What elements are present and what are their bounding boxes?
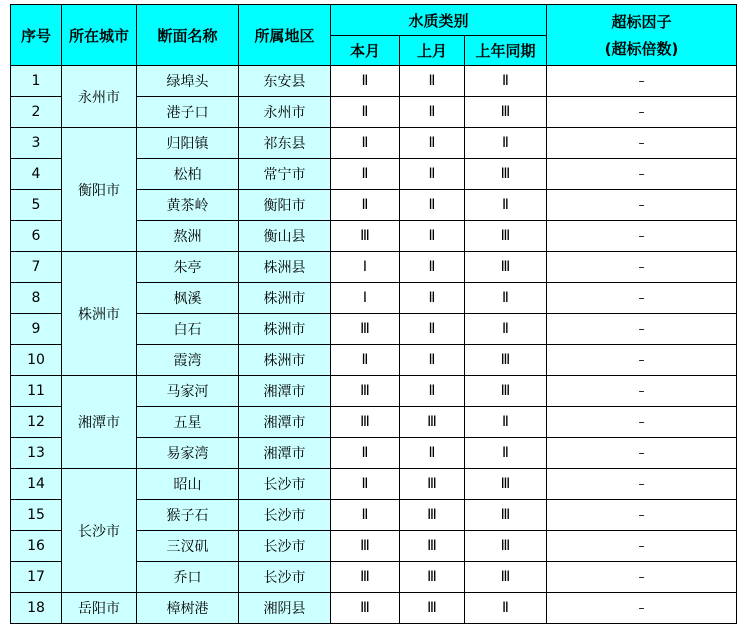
section-name: 霞湾 xyxy=(137,345,239,376)
section-name: 白石 xyxy=(137,314,239,345)
quality-last-month: Ⅱ xyxy=(400,159,465,190)
quality-last-month: Ⅲ xyxy=(400,531,465,562)
quality-this-month: Ⅲ xyxy=(331,407,400,438)
header-last-month: 上月 xyxy=(400,36,465,66)
exceed-factor: – xyxy=(547,314,737,345)
header-this-month: 本月 xyxy=(331,36,400,66)
table-row xyxy=(11,469,737,500)
row-seq: 11 xyxy=(11,376,62,407)
table-row xyxy=(11,66,737,97)
section-name: 港子口 xyxy=(137,97,239,128)
quality-last-year: Ⅲ xyxy=(465,159,547,190)
district-name: 衡阳市 xyxy=(239,190,331,221)
quality-last-year: Ⅲ xyxy=(465,345,547,376)
section-name: 黄茶岭 xyxy=(137,190,239,221)
section-name: 归阳镇 xyxy=(137,128,239,159)
quality-last-year: Ⅲ xyxy=(465,221,547,252)
row-seq: 15 xyxy=(11,500,62,531)
header-district: 所属地区 xyxy=(239,5,331,66)
row-seq: 3 xyxy=(11,128,62,159)
district-name: 常宁市 xyxy=(239,159,331,190)
quality-this-month: Ⅲ xyxy=(331,593,400,624)
quality-this-month: Ⅱ xyxy=(331,190,400,221)
section-name: 乔口 xyxy=(137,562,239,593)
exceed-factor: – xyxy=(547,407,737,438)
header-exceed xyxy=(547,5,737,66)
quality-this-month: Ⅱ xyxy=(331,500,400,531)
row-seq: 6 xyxy=(11,221,62,252)
quality-last-year: Ⅱ xyxy=(465,283,547,314)
quality-this-month: Ⅰ xyxy=(331,252,400,283)
district-name: 永州市 xyxy=(239,97,331,128)
row-seq: 18 xyxy=(11,593,62,624)
row-seq: 9 xyxy=(11,314,62,345)
district-name: 衡山县 xyxy=(239,221,331,252)
row-seq: 10 xyxy=(11,345,62,376)
quality-last-month: Ⅱ xyxy=(400,283,465,314)
exceed-factor: – xyxy=(547,128,737,159)
section-name: 熬洲 xyxy=(137,221,239,252)
section-name: 马家河 xyxy=(137,376,239,407)
header-water-quality: 水质类别 xyxy=(331,5,547,36)
district-name: 长沙市 xyxy=(239,562,331,593)
quality-last-year: Ⅲ xyxy=(465,562,547,593)
district-name: 湘潭市 xyxy=(239,376,331,407)
row-seq: 5 xyxy=(11,190,62,221)
table-row xyxy=(11,252,737,283)
row-seq: 8 xyxy=(11,283,62,314)
district-name: 株洲市 xyxy=(239,283,331,314)
quality-this-month: Ⅲ xyxy=(331,376,400,407)
quality-last-month: Ⅱ xyxy=(400,128,465,159)
table-row xyxy=(11,376,737,407)
quality-this-month: Ⅰ xyxy=(331,283,400,314)
row-seq: 16 xyxy=(11,531,62,562)
section-name: 五星 xyxy=(137,407,239,438)
water-quality-table xyxy=(10,4,737,624)
quality-last-month: Ⅱ xyxy=(400,376,465,407)
city-name: 岳阳市 xyxy=(62,593,137,624)
city-name: 长沙市 xyxy=(62,469,137,593)
city-name: 衡阳市 xyxy=(62,128,137,252)
row-seq: 1 xyxy=(11,66,62,97)
district-name: 株洲县 xyxy=(239,252,331,283)
quality-this-month: Ⅱ xyxy=(331,345,400,376)
row-seq: 13 xyxy=(11,438,62,469)
exceed-factor: – xyxy=(547,438,737,469)
section-name: 三汊矶 xyxy=(137,531,239,562)
exceed-factor: – xyxy=(547,221,737,252)
section-name: 樟树港 xyxy=(137,593,239,624)
quality-last-month: Ⅲ xyxy=(400,562,465,593)
exceed-factor: – xyxy=(547,562,737,593)
quality-last-month: Ⅱ xyxy=(400,438,465,469)
water-quality-table-container xyxy=(10,4,737,624)
row-seq: 7 xyxy=(11,252,62,283)
table-row xyxy=(11,593,737,624)
header-city: 所在城市 xyxy=(62,5,137,66)
exceed-factor: – xyxy=(547,376,737,407)
quality-last-month: Ⅱ xyxy=(400,345,465,376)
quality-last-year: Ⅲ xyxy=(465,252,547,283)
city-name: 永州市 xyxy=(62,66,137,128)
exceed-factor: – xyxy=(547,531,737,562)
quality-last-month: Ⅱ xyxy=(400,66,465,97)
quality-last-year: Ⅲ xyxy=(465,97,547,128)
exceed-factor: – xyxy=(547,252,737,283)
district-name: 湘潭市 xyxy=(239,407,331,438)
exceed-factor: – xyxy=(547,283,737,314)
district-name: 长沙市 xyxy=(239,531,331,562)
district-name: 长沙市 xyxy=(239,500,331,531)
header-exceed-line1: 超标因子 xyxy=(611,13,672,31)
quality-last-year: Ⅱ xyxy=(465,128,547,159)
exceed-factor: – xyxy=(547,593,737,624)
section-name: 枫溪 xyxy=(137,283,239,314)
row-seq: 2 xyxy=(11,97,62,128)
quality-last-month: Ⅱ xyxy=(400,190,465,221)
district-name: 湘潭市 xyxy=(239,438,331,469)
quality-this-month: Ⅲ xyxy=(331,314,400,345)
quality-last-month: Ⅲ xyxy=(400,407,465,438)
quality-last-month: Ⅲ xyxy=(400,469,465,500)
city-name: 湘潭市 xyxy=(62,376,137,469)
quality-last-month: Ⅱ xyxy=(400,252,465,283)
district-name: 东安县 xyxy=(239,66,331,97)
quality-last-month: Ⅱ xyxy=(400,314,465,345)
row-seq: 17 xyxy=(11,562,62,593)
city-name: 株洲市 xyxy=(62,252,137,376)
quality-last-year: Ⅱ xyxy=(465,66,547,97)
quality-last-year: Ⅲ xyxy=(465,376,547,407)
district-name: 株洲市 xyxy=(239,345,331,376)
quality-this-month: Ⅱ xyxy=(331,128,400,159)
row-seq: 14 xyxy=(11,469,62,500)
district-name: 长沙市 xyxy=(239,469,331,500)
table-row xyxy=(11,128,737,159)
district-name: 祁东县 xyxy=(239,128,331,159)
quality-last-month: Ⅲ xyxy=(400,593,465,624)
section-name: 绿埠头 xyxy=(137,66,239,97)
quality-last-year: Ⅱ xyxy=(465,314,547,345)
quality-last-year: Ⅱ xyxy=(465,438,547,469)
quality-last-year: Ⅱ xyxy=(465,407,547,438)
row-seq: 12 xyxy=(11,407,62,438)
quality-this-month: Ⅲ xyxy=(331,531,400,562)
quality-last-year: Ⅱ xyxy=(465,593,547,624)
district-name: 株洲市 xyxy=(239,314,331,345)
header-seq: 序号 xyxy=(11,5,62,66)
section-name: 朱亭 xyxy=(137,252,239,283)
section-name: 猴子石 xyxy=(137,500,239,531)
quality-last-month: Ⅱ xyxy=(400,221,465,252)
exceed-factor: – xyxy=(547,469,737,500)
exceed-factor: – xyxy=(547,345,737,376)
section-name: 昭山 xyxy=(137,469,239,500)
exceed-factor: – xyxy=(547,66,737,97)
quality-last-year: Ⅱ xyxy=(465,190,547,221)
header-last-year: 上年同期 xyxy=(465,36,547,66)
exceed-factor: – xyxy=(547,500,737,531)
district-name: 湘阴县 xyxy=(239,593,331,624)
quality-last-year: Ⅲ xyxy=(465,531,547,562)
quality-this-month: Ⅱ xyxy=(331,66,400,97)
quality-last-year: Ⅲ xyxy=(465,469,547,500)
quality-this-month: Ⅱ xyxy=(331,469,400,500)
table-body xyxy=(11,66,737,624)
quality-this-month: Ⅲ xyxy=(331,562,400,593)
quality-last-month: Ⅱ xyxy=(400,97,465,128)
exceed-factor: – xyxy=(547,97,737,128)
quality-this-month: Ⅱ xyxy=(331,159,400,190)
quality-last-year: Ⅲ xyxy=(465,500,547,531)
quality-this-month: Ⅲ xyxy=(331,221,400,252)
exceed-factor: – xyxy=(547,159,737,190)
row-seq: 4 xyxy=(11,159,62,190)
section-name: 易家湾 xyxy=(137,438,239,469)
quality-this-month: Ⅱ xyxy=(331,97,400,128)
quality-this-month: Ⅱ xyxy=(331,438,400,469)
header-section: 断面名称 xyxy=(137,5,239,66)
header-exceed-line2: (超标倍数) xyxy=(604,40,679,58)
quality-last-month: Ⅲ xyxy=(400,500,465,531)
exceed-factor: – xyxy=(547,190,737,221)
section-name: 松柏 xyxy=(137,159,239,190)
